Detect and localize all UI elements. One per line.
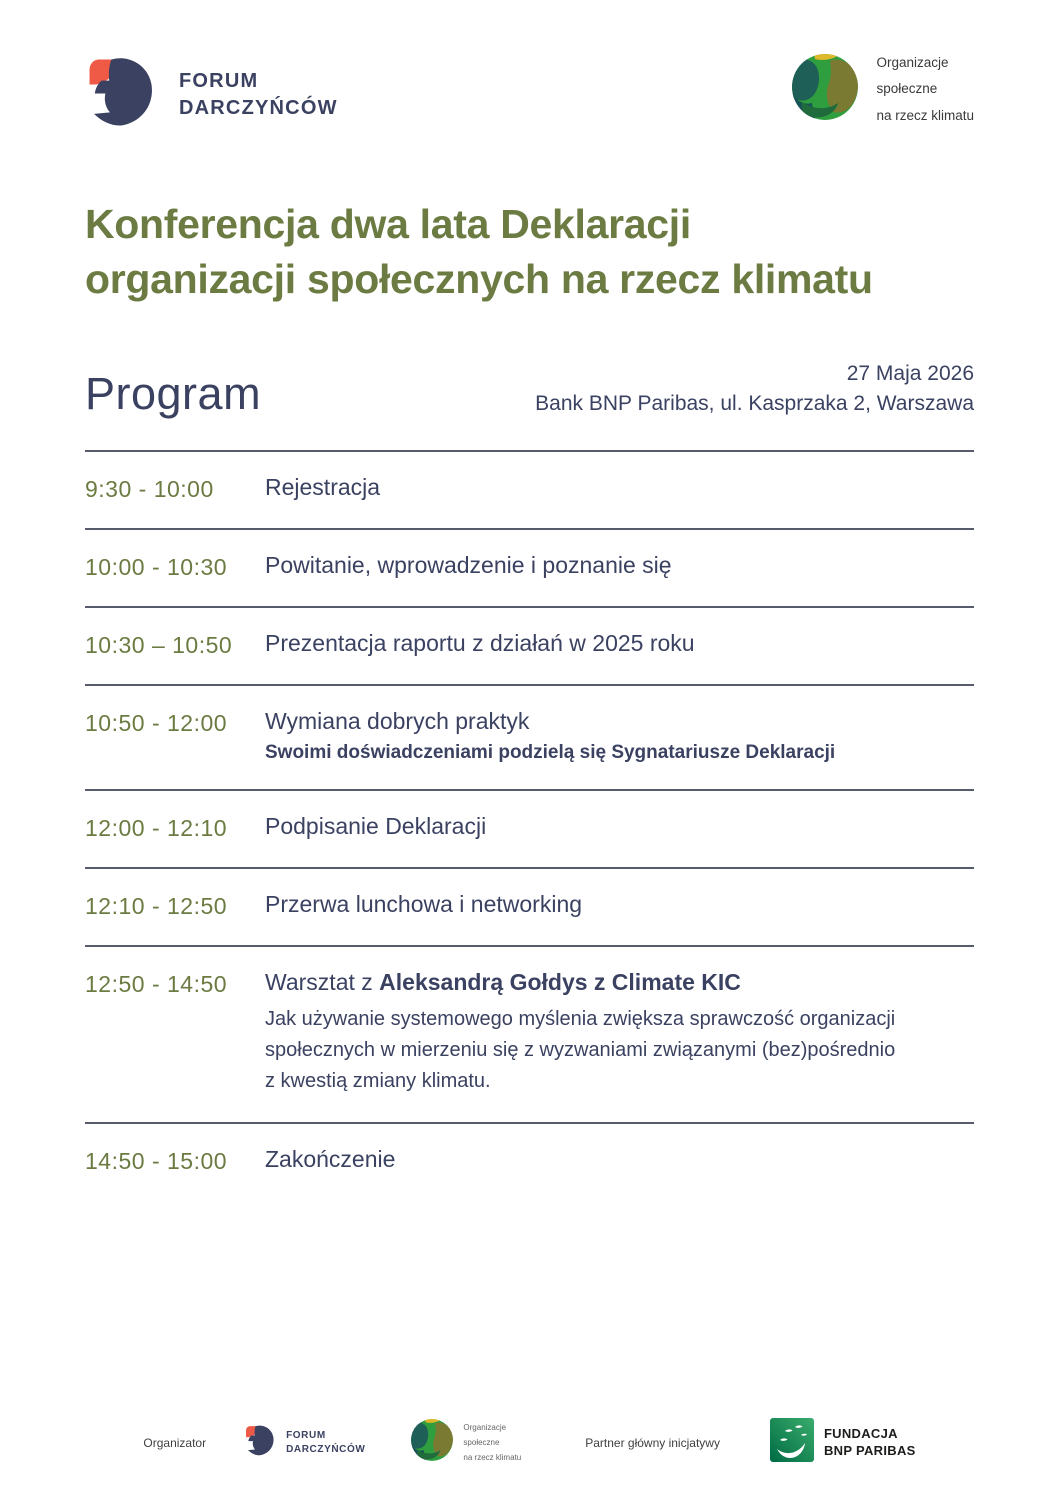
schedule-content (265, 630, 974, 659)
row-body (85, 452, 974, 528)
footer-bnp-logo (770, 1418, 916, 1467)
page-title-line1: Konferencja dwa lata Deklaracji (85, 201, 691, 247)
row-body (85, 686, 974, 789)
climate-globe-icon (792, 54, 858, 125)
page-title (85, 197, 974, 307)
schedule-title-text: Rejestracja (265, 473, 381, 500)
partner-label: Partner główny inicjatywy (585, 1435, 720, 1450)
row-body (85, 947, 974, 1122)
schedule-content (265, 552, 974, 581)
event-meta (535, 359, 974, 420)
schedule-title (265, 1146, 974, 1173)
schedule-title-text: Warsztat z (265, 968, 380, 995)
schedule (85, 450, 974, 1200)
organizer-label: Organizator (143, 1435, 207, 1450)
schedule-title (265, 474, 974, 501)
schedule-row (85, 450, 974, 528)
forum-logo-line1: FORUM (179, 69, 259, 92)
bnp-logo-text (824, 1426, 916, 1459)
schedule-title (265, 708, 974, 735)
climate-logo-text (876, 50, 974, 129)
climate-initiative-logo (792, 50, 974, 129)
forum-darczyncow-logo-icon (85, 46, 153, 143)
footer-climate-line3: na rzecz klimatu (463, 1453, 522, 1463)
schedule-title (265, 969, 974, 996)
footer (0, 1418, 1059, 1467)
schedule-time: 14:50 - 15:00 (85, 1147, 228, 1174)
schedule-time: 12:00 - 12:10 (85, 814, 228, 841)
schedule-title-bold: Aleksandrą Gołdys z Climate KIC (379, 968, 741, 995)
bnp-paribas-icon (770, 1418, 814, 1467)
schedule-description: Jak używanie systemowego myślenia zwiększa sprawczość organizacji społecznych w mierzeniu się z wyzwaniami związanymi (bez)pośrednio z kwestią zmiany klimatu. (265, 1007, 896, 1092)
row-body (85, 530, 974, 606)
schedule-row (85, 789, 974, 867)
footer-forum-logo-icon (244, 1420, 274, 1466)
schedule-title-text: Wymiana dobrych praktyk (265, 707, 530, 734)
bnp-line1: FUNDACJA (823, 1426, 898, 1442)
footer-climate-globe-icon (411, 1419, 453, 1466)
climate-logo-line3: na rzecz klimatu (876, 107, 974, 123)
schedule-row (85, 606, 974, 684)
row-body (85, 1124, 974, 1200)
row-body (85, 791, 974, 867)
header (0, 0, 1059, 143)
schedule-title (265, 813, 974, 840)
schedule-content (265, 708, 974, 764)
schedule-time: 10:30 – 10:50 (85, 631, 233, 658)
event-date: 27 Maja 2026 (846, 361, 974, 385)
schedule-title-text: Podpisanie Deklaracji (265, 812, 487, 839)
event-venue: Bank BNP Paribas, ul. Kasprzaka 2, Warszawa (535, 392, 974, 416)
schedule-content (265, 1146, 974, 1175)
footer-forum-line1: FORUM (286, 1429, 326, 1441)
schedule-content (265, 969, 974, 1097)
schedule-title-text: Przerwa lunchowa i networking (265, 890, 583, 917)
forum-darczyncow-logo (85, 46, 338, 143)
schedule-content (265, 891, 974, 920)
schedule-time: 12:50 - 14:50 (85, 970, 228, 997)
schedule-title-text: Prezentacja raportu z działań w 2025 roku (265, 629, 695, 656)
footer-climate-line1: Organizacje (463, 1422, 507, 1432)
forum-darczyncow-logo-text (179, 68, 338, 122)
footer-forum-logo (244, 1420, 365, 1466)
schedule-row (85, 1122, 974, 1200)
schedule-row (85, 528, 974, 606)
schedule-title (265, 630, 974, 657)
schedule-content (265, 813, 974, 842)
schedule-time: 9:30 - 10:00 (85, 475, 214, 502)
footer-forum-logo-text (286, 1429, 365, 1457)
climate-logo-line1: Organizacje (876, 55, 949, 70)
schedule-row (85, 945, 974, 1122)
row-body (85, 608, 974, 684)
schedule-title-text: Powitanie, wprowadzenie i poznanie się (265, 551, 672, 578)
row-body (85, 869, 974, 945)
footer-climate-logo (411, 1419, 521, 1466)
page-title-line2: organizacji społecznych na rzecz klimatu (85, 255, 873, 302)
schedule-row (85, 867, 974, 945)
schedule-subtitle: Swoimi doświadczeniami podzielą się Sygnatariusze Deklaracji (265, 741, 836, 763)
program-heading: Program (85, 367, 262, 419)
forum-logo-line2: DARCZYŃCÓW (179, 96, 338, 119)
footer-climate-line2: społeczne (463, 1437, 500, 1447)
schedule-title (265, 552, 974, 579)
schedule-time: 10:50 - 12:00 (85, 709, 228, 736)
schedule-content (265, 474, 974, 503)
schedule-title-text: Zakończenie (265, 1145, 396, 1172)
schedule-time: 12:10 - 12:50 (85, 892, 228, 919)
climate-logo-line2: społeczne (876, 81, 938, 97)
schedule-title (265, 891, 974, 918)
schedule-row (85, 684, 974, 789)
program-heading-row (85, 359, 974, 420)
schedule-time: 10:00 - 10:30 (85, 553, 228, 580)
footer-forum-line2: DARCZYŃCÓW (286, 1443, 366, 1455)
bnp-line2: BNP PARIBAS (823, 1442, 916, 1458)
footer-climate-logo-text (463, 1420, 521, 1466)
